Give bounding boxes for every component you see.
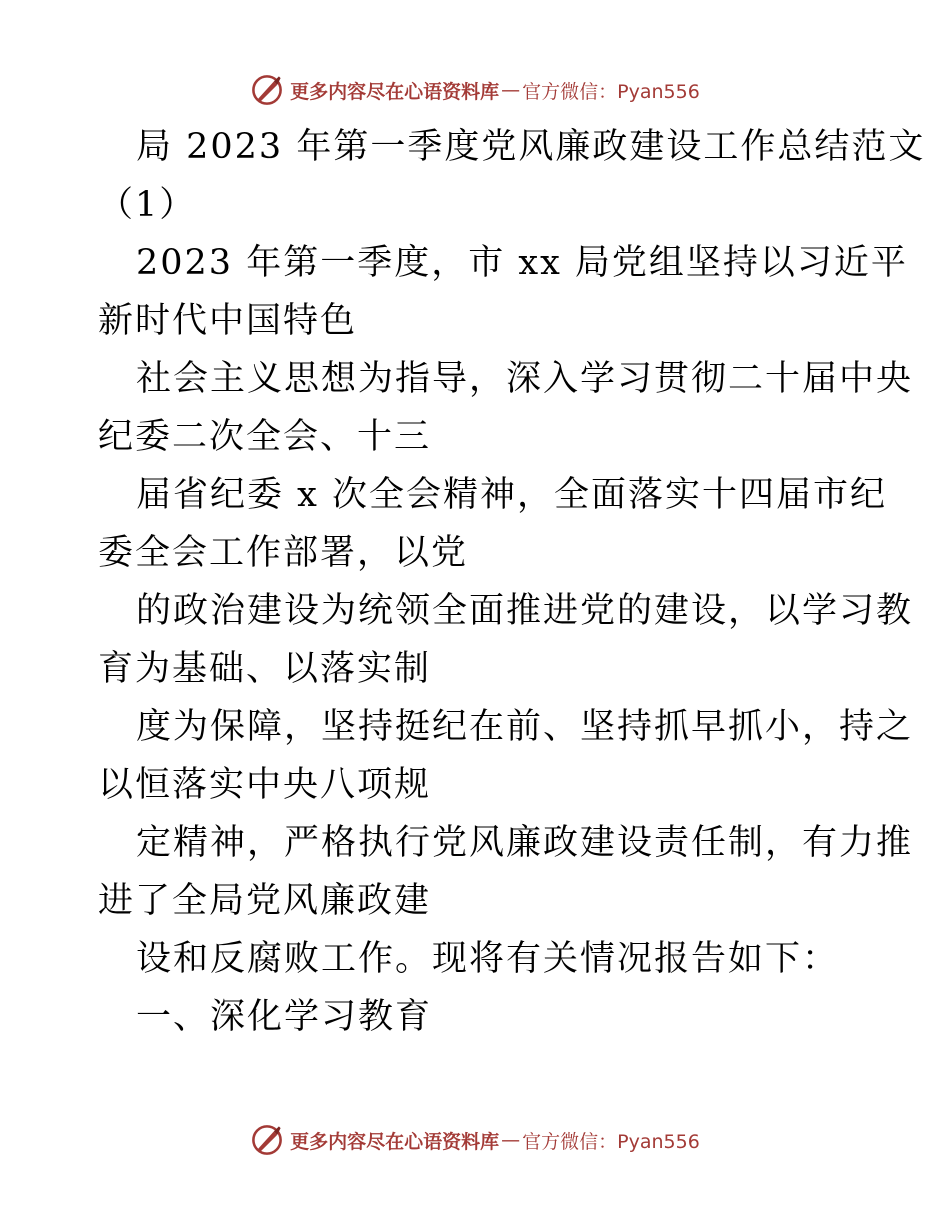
banner-separator: —	[501, 79, 521, 101]
quill-pen-logo-icon	[250, 1123, 284, 1157]
section-heading: 一、深化学习教育	[136, 997, 433, 1037]
banner-separator: —	[501, 1129, 521, 1151]
paragraph-line: 纪委二次全会、十三	[98, 417, 432, 457]
paragraph-line: 的政治建设为统领全面推进党的建设，以学习教	[136, 591, 914, 631]
paragraph-line: 届省纪委 x 次全会精神，全面落实十四届市纪	[136, 475, 887, 515]
paragraph-line: 以恒落实中央八项规	[98, 765, 432, 805]
banner-site-text: 更多内容尽在心语资料库	[290, 1130, 500, 1153]
paragraph-line: 新时代中国特色	[98, 301, 358, 341]
paragraph-line: 设和反腐败工作。现将有关情况报告如下：	[136, 939, 840, 979]
document-title-line-2: （1）	[98, 185, 197, 225]
paragraph-line: 委全会工作部署，以党	[98, 533, 469, 573]
banner-contact-text: 官方微信：Pyan556	[522, 1130, 700, 1153]
paragraph-line: 进了全局党风廉政建	[98, 881, 432, 921]
document-title-line-1: 局 2023 年第一季度党风廉政建设工作总结范文	[136, 127, 926, 167]
footer-banner	[0, 1120, 950, 1160]
paragraph-line: 社会主义思想为指导，深入学习贯彻二十届中央	[136, 359, 914, 399]
quill-pen-logo-icon	[250, 73, 284, 107]
banner-contact-text: 官方微信：Pyan556	[522, 80, 700, 103]
paragraph-line: 2023 年第一季度，市 xx 局党组坚持以习近平	[136, 243, 908, 283]
banner-site-text: 更多内容尽在心语资料库	[290, 80, 500, 103]
paragraph-line: 度为保障，坚持挺纪在前、坚持抓早抓小，持之	[136, 707, 914, 747]
document-body	[98, 118, 926, 1046]
paragraph-line: 定精神，严格执行党风廉政建设责任制，有力推	[136, 823, 914, 863]
header-banner	[0, 70, 950, 110]
paragraph-line: 育为基础、以落实制	[98, 649, 432, 689]
